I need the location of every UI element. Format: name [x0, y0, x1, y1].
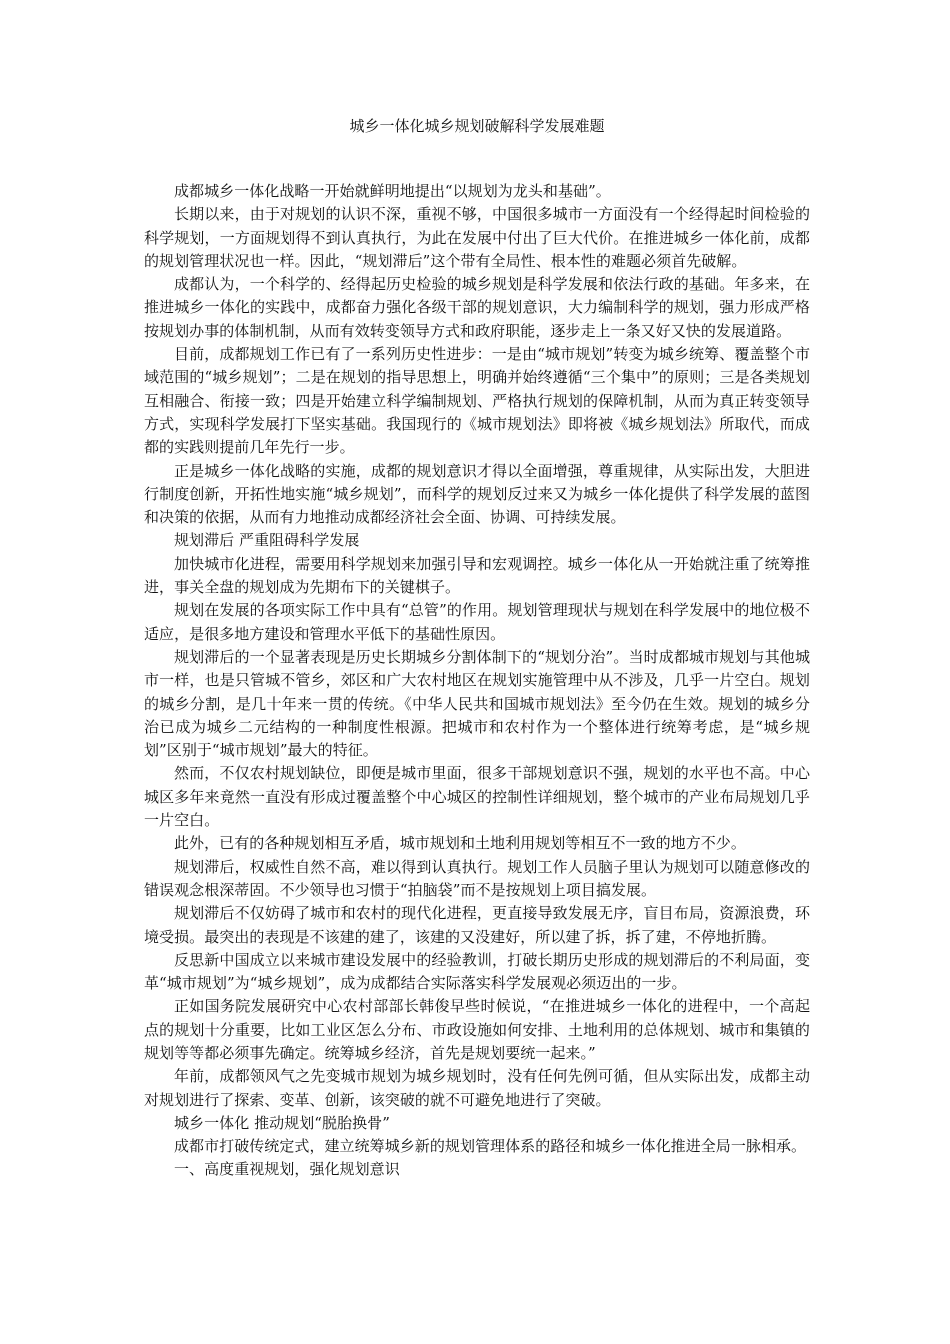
section-heading: 规划滞后 严重阻碍科学发展 [174, 531, 360, 550]
paragraph: 规划在发展的各项实际工作中具有“总管”的作用。规划管理现状与规划在科学发展中的地位极不适应，是很多地方建设和管理水平低下的基础性原因。 [144, 601, 810, 643]
paragraph: 长期以来，由于对规划的认识不深，重视不够，中国很多城市一方面没有一个经得起时间检验的科学规划，一方面规划得不到认真执行，为此在发展中付出了巨大代价。在推进城乡一体化前，成都的规划管理状况也一样。因此，“规划滞后”这个带有全局性、根本性的难题必须首先破解。 [144, 205, 810, 270]
paragraph: 此外，已有的各种规划相互矛盾，城市规划和土地利用规划等相互不一致的地方不少。 [174, 834, 746, 853]
paragraph: 年前，成都领风气之先变城市规划为城乡规划时，没有任何先例可循，但从实际出发，成都主动对规划进行了探索、变革、创新，该突破的就不可避免地进行了突破。 [144, 1067, 810, 1109]
paragraph: 规划滞后，权威性自然不高，难以得到认真执行。规划工作人员脑子里认为规划可以随意修改的错误观念根深蒂固。不少领导也习惯于“拍脑袋”而不是按规划上项目搞发展。 [144, 857, 810, 899]
paragraph: 成都城乡一体化战略一开始就鲜明地提出“以规划为龙头和基础”。 [174, 182, 611, 200]
document-title: 城乡一体化城乡规划破解科学发展难题 [349, 117, 605, 135]
paragraph: 规划滞后不仅妨碍了城市和农村的现代化进程，更直接导致发展无序，盲目布局，资源浪费，环境受损。最突出的表现是不该建的建了，该建的又没建好，所以建了拆，拆了建，不停地折腾。 [144, 904, 810, 946]
paragraph: 成都市打破传统定式，建立统筹城乡新的规划管理体系的路径和城乡一体化推进全局一脉相承。 [174, 1137, 807, 1156]
paragraph: 正是城乡一体化战略的实施，成都的规划意识才得以全面增强，尊重规律，从实际出发，大胆进行制度创新，开拓性地实施“城乡规划”，而科学的规划反过来又为城乡一体化提供了科学发展的蓝图和决策的依据，从而有力地推动成都经济社会全面、协调、可持续发展。 [144, 461, 810, 527]
document-body [144, 180, 810, 1182]
paragraph: 然而，不仅农村规划缺位，即便是城市里面，很多干部规划意识不强，规划的水平也不高。中心城区多年来竟然一直没有形成过覆盖整个中心城区的控制性详细规划，整个城市的产业布局规划几乎一片空白。 [144, 764, 810, 830]
paragraph: 规划滞后的一个显著表现是历史长期城乡分割体制下的“规划分治”。当时成都城市规划与其他城市一样，也是只管城不管乡，郊区和广大农村地区在规划实施管理中从不涉及，几乎一片空白。规划的城乡分割，是几十年来一贯的传统。《中华人民共和国城市规划法》至今仍在生效。规划的城乡分治已成为城乡二元结构的一种制度性根源。把城市和农村作为一个整体进行统筹考虑，是“城乡规划”区别于“城市规划”最大的特征。 [144, 647, 810, 760]
paragraph: 目前，成都规划工作已有了一系列历史性进步：一是由“城市规划”转变为城乡统筹、覆盖整个市域范围的“城乡规划”；二是在规划的指导思想上，明确并始终遵循“三个集中”的原则；三是各类规划互相融合、衔接一致；四是开始建立科学编制规划、严格执行规划的保障机制，从而为真正转变领导方式，实现科学发展打下坚实基础。我国现行的《城市规划法》即将被《城乡规划法》所取代，而成都的实践则提前几年先行一步。 [144, 345, 810, 457]
paragraph: 正如国务院发展研究中心农村部部长韩俊早些时候说，“在推进城乡一体化的进程中，一个高起点的规划十分重要，比如工业区怎么分布、市政设施如何安排、土地利用的总体规划、城市和集镇的规划等等都必须事先确定。统筹城乡经济，首先是规划要统一起来。” [144, 997, 810, 1062]
paragraph: 成都认为，一个科学的、经得起历史检验的城乡规划是科学发展和依法行政的基础。年多来，在推进城乡一体化的实践中，成都奋力强化各级干部的规划意识，大力编制科学的规划，强力形成严格按规划办事的体制机制，从而有效转变领导方式和政府职能，逐步走上一条又好又快的发展道路。 [144, 275, 810, 340]
paragraph: 反思新中国成立以来城市建设发展中的经验教训，打破长期历史形成的规划滞后的不利局面，变革“城市规划”为“城乡规划”，成为成都结合实际落实科学发展观必须迈出的一步。 [144, 950, 810, 993]
paragraph: 加快城市化进程，需要用科学规划来加强引导和宏观调控。城乡一体化从一开始就注重了统筹推进，事关全盘的规划成为先期布下的关键棋子。 [144, 554, 810, 597]
section-heading: 一、高度重视规划，强化规划意识 [174, 1160, 400, 1179]
section-heading: 城乡一体化 推动规划“脱胎换骨” [174, 1113, 390, 1132]
